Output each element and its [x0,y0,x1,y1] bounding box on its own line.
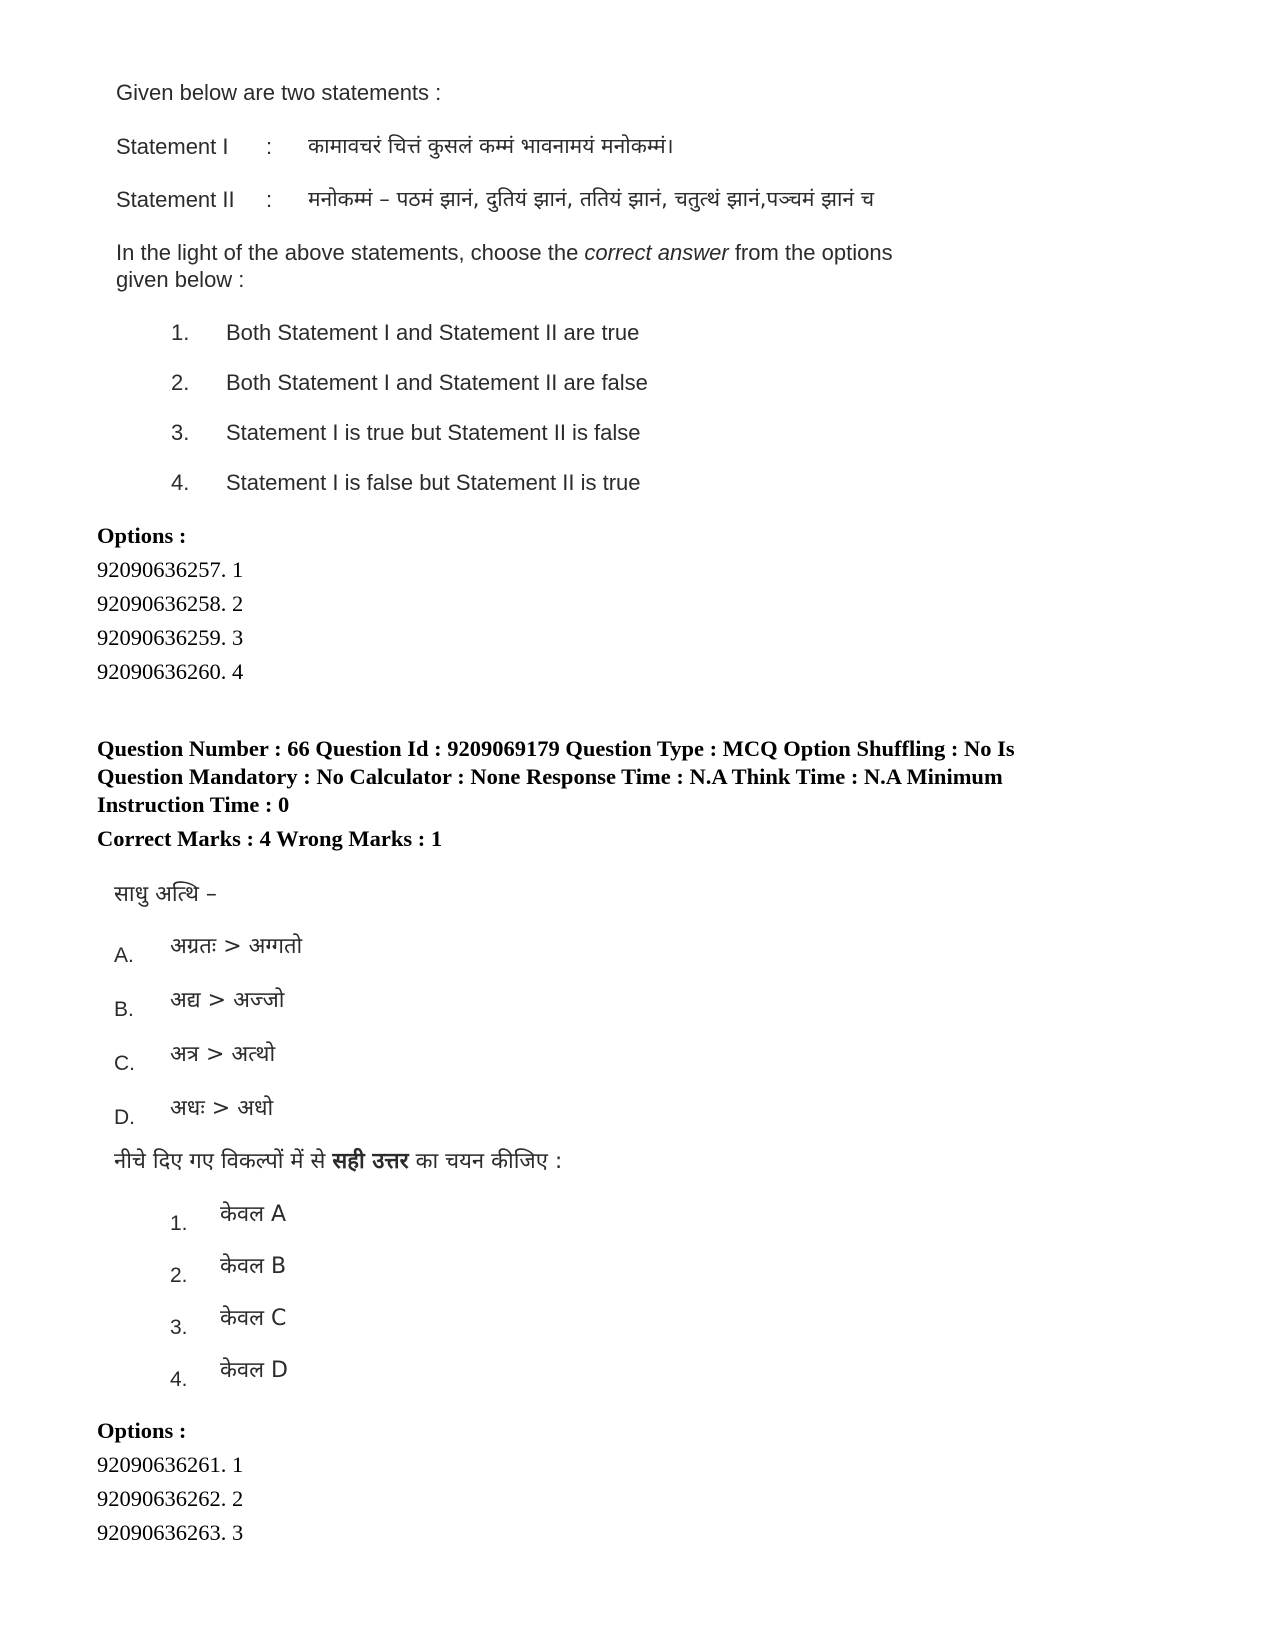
q65-options-heading: Options : [97,523,187,548]
q66-item-b-text: अद्य > अज्जो [170,988,285,1013]
q66-item-a-label: A. [114,944,134,967]
q66-item-b-label: B. [114,998,134,1021]
q66-item-c-text: अत्र > अत्थो [170,1042,276,1067]
statement-2-sep: : [266,187,273,212]
statement-1-label: Statement I [116,134,229,159]
q66-choice-4-text: केवल D [220,1358,288,1383]
q66-option-2: 92090636262. 2 [97,1486,244,1511]
q66-item-a-text: अग्रतः > अग्गतो [170,934,303,959]
q65-instruction-line2: given below : [116,267,245,292]
q66-option-1: 92090636261. 1 [97,1452,244,1477]
q65-choice-1-text: Both Statement I and Statement II are true [226,320,640,345]
q66-option-3: 92090636263. 3 [97,1520,244,1545]
statement-2-label: Statement II [116,187,235,212]
q66-instruction: नीचे दिए गए विकल्पों में से सही उत्तर का चयन कीजिए : [114,1149,563,1174]
q66-choice-3-text: केवल C [220,1306,287,1331]
statement-1-text: कामावचरं चित्तं कुसलं कम्मं भावनामयं मनोकम्मं। [308,134,674,158]
q65-option-4: 92090636260. 4 [97,659,244,684]
q65-choice-2-num: 2. [171,370,190,395]
q66-choice-3-num: 3. [170,1316,188,1339]
q66-prompt: साधु अत्थि – [114,882,217,907]
q66-choice-1-num: 1. [170,1212,188,1235]
q66-meta-line-2: Question Mandatory : No Calculator : None Response Time : N.A Think Time : N.A Minimum [97,764,1003,789]
q66-marks: Correct Marks : 4 Wrong Marks : 1 [97,826,443,851]
q65-option-3: 92090636259. 3 [97,625,244,650]
statement-1-sep: : [266,134,273,159]
q66-options-heading: Options : [97,1418,187,1443]
q65-choice-3-text: Statement I is true but Statement II is false [226,420,641,445]
q66-choice-2-text: केवल B [220,1254,287,1279]
q65-choice-4-num: 4. [171,470,190,495]
q65-option-2: 92090636258. 2 [97,591,244,616]
q66-meta-line-3: Instruction Time : 0 [97,792,290,817]
q65-choice-2-text: Both Statement I and Statement II are false [226,370,648,395]
q65-choice-1-num: 1. [171,320,190,345]
q66-meta-line-1: Question Number : 66 Question Id : 9209069179 Question Type : MCQ Option Shuffling : No Is [97,736,1015,761]
q66-item-d-text: अधः > अधो [170,1096,274,1121]
q66-choice-4-num: 4. [170,1368,188,1391]
q66-item-d-label: D. [114,1106,135,1129]
q65-intro: Given below are two statements : [116,80,442,105]
q65-choice-4-text: Statement I is false but Statement II is true [226,470,641,495]
q65-instruction: In the light of the above statements, choose the correct answer from the options [116,240,893,265]
q65-option-1: 92090636257. 1 [97,557,244,582]
q65-choice-3-num: 3. [171,420,190,445]
q66-choice-2-num: 2. [170,1264,188,1287]
q66-item-c-label: C. [114,1052,135,1075]
q66-choice-1-text: केवल A [220,1202,287,1227]
statement-2-text: मनोकम्मं – पठमं झानं, दुतियं झानं, ततियं झानं, चतुत्थं झानं,पञ्चमं झानं च [308,187,875,211]
